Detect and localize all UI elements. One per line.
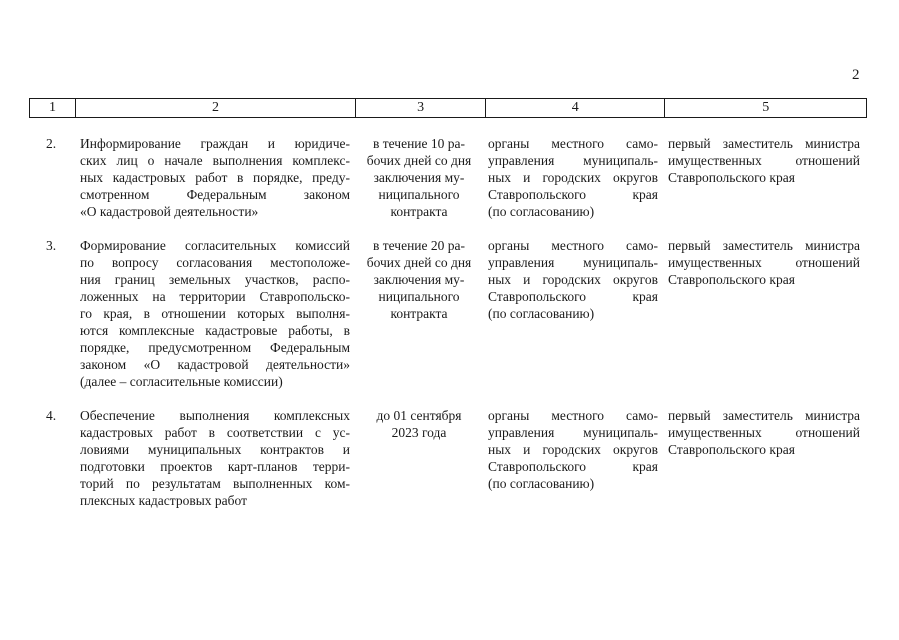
text-line: бочих дней со дня (366, 255, 472, 270)
text-line: ных и городских округов (488, 272, 658, 287)
executors (488, 237, 658, 322)
text-line: управления муниципаль- (488, 153, 658, 168)
text-line: первый заместитель министра (668, 408, 860, 423)
page-number: 2 (852, 67, 860, 83)
column-numbers-header (29, 98, 867, 118)
responsible-official (668, 237, 860, 288)
executors (488, 135, 658, 220)
executors (488, 407, 658, 492)
text-line: управления муниципаль- (488, 425, 658, 440)
text-line: контракта (390, 306, 448, 321)
text-line: бочих дней со дня (366, 153, 472, 168)
text-line: плексных кадастровых работ (80, 493, 248, 508)
text-line: до 01 сентября (376, 408, 462, 423)
text-line: в течение 10 ра- (372, 136, 465, 151)
text-line: законом «О кадастровой деятельности» (80, 357, 350, 372)
text-line: (по согласованию) (488, 476, 595, 491)
text-line: «О кадастровой деятельности» (80, 204, 259, 219)
row-number: 2. (46, 136, 57, 151)
column-number-5: 5 (762, 100, 770, 115)
deadline (357, 407, 481, 441)
text-line: имущественных отношений (668, 255, 860, 270)
text-line: Формирование согласительных комиссий (80, 238, 350, 253)
deadline (357, 135, 481, 220)
text-line: ных и городских округов (488, 442, 658, 457)
text-line: Ставропольского края (488, 289, 658, 304)
text-line: (по согласованию) (488, 204, 595, 219)
text-line: ются комплексные кадастровые работы, в (80, 323, 350, 338)
text-line: кадастровых работ в соответствии с ус- (80, 425, 350, 440)
row-number: 4. (46, 408, 57, 423)
column-number-2: 2 (76, 99, 356, 117)
text-line: ловиями муниципальных контрактов и (80, 442, 350, 457)
text-line: по вопросу согласования местоположе- (80, 255, 350, 270)
text-line: торий по результатам выполненных ком- (80, 476, 350, 491)
activity-description (80, 237, 350, 390)
activity-description (80, 407, 350, 509)
text-line: ложенных на территории Ставропольско- (80, 289, 350, 304)
text-line: подготовки проектов карт-планов терри- (80, 459, 350, 474)
text-line: контракта (390, 204, 448, 219)
text-line: ниципального (378, 289, 460, 304)
text-line: 2023 года (391, 425, 447, 440)
text-line: Ставропольского края (668, 442, 795, 457)
text-line: органы местного само- (488, 408, 658, 423)
text-line: Ставропольского края (668, 170, 795, 185)
text-line: (далее – согласительные комиссии) (80, 374, 283, 389)
text-line: Информирование граждан и юридиче- (80, 136, 350, 151)
text-line: Ставропольского края (488, 187, 658, 202)
text-line: ских лиц о начале выполнения комплекс- (80, 153, 350, 168)
text-line: первый заместитель министра (668, 238, 860, 253)
text-line: первый заместитель министра (668, 136, 860, 151)
text-line: Ставропольского края (668, 272, 795, 287)
text-line: Ставропольского края (488, 459, 658, 474)
text-line: имущественных отношений (668, 425, 860, 440)
text-line: порядке, предусмотренном Федеральным (80, 340, 350, 355)
column-number-1: 1 (30, 99, 76, 117)
text-line: Обеспечение выполнения комплексных (80, 408, 350, 423)
column-number-3: 3 (356, 99, 486, 117)
text-line: (по согласованию) (488, 306, 595, 321)
text-line: управления муниципаль- (488, 255, 658, 270)
responsible-official (668, 407, 860, 458)
text-line: ниципального (378, 187, 460, 202)
activity-description (80, 135, 350, 220)
row-number: 3. (46, 238, 57, 253)
text-line: в течение 20 ра- (372, 238, 465, 253)
text-line: ных кадастровых работ в порядке, преду- (80, 170, 350, 185)
text-line: заключения му- (373, 170, 465, 185)
text-line: ных и городских округов (488, 170, 658, 185)
text-line: ния границ земельных участков, распо- (80, 272, 350, 287)
deadline (357, 237, 481, 322)
responsible-official (668, 135, 860, 186)
text-line: органы местного само- (488, 136, 658, 151)
text-line: имущественных отношений (668, 153, 860, 168)
text-line: органы местного само- (488, 238, 658, 253)
column-number-4: 4 (486, 99, 666, 117)
text-line: смотренном Федеральным законом (80, 187, 350, 202)
text-line: го края, в отношении которых выполня- (80, 306, 350, 321)
text-line: заключения му- (373, 272, 465, 287)
